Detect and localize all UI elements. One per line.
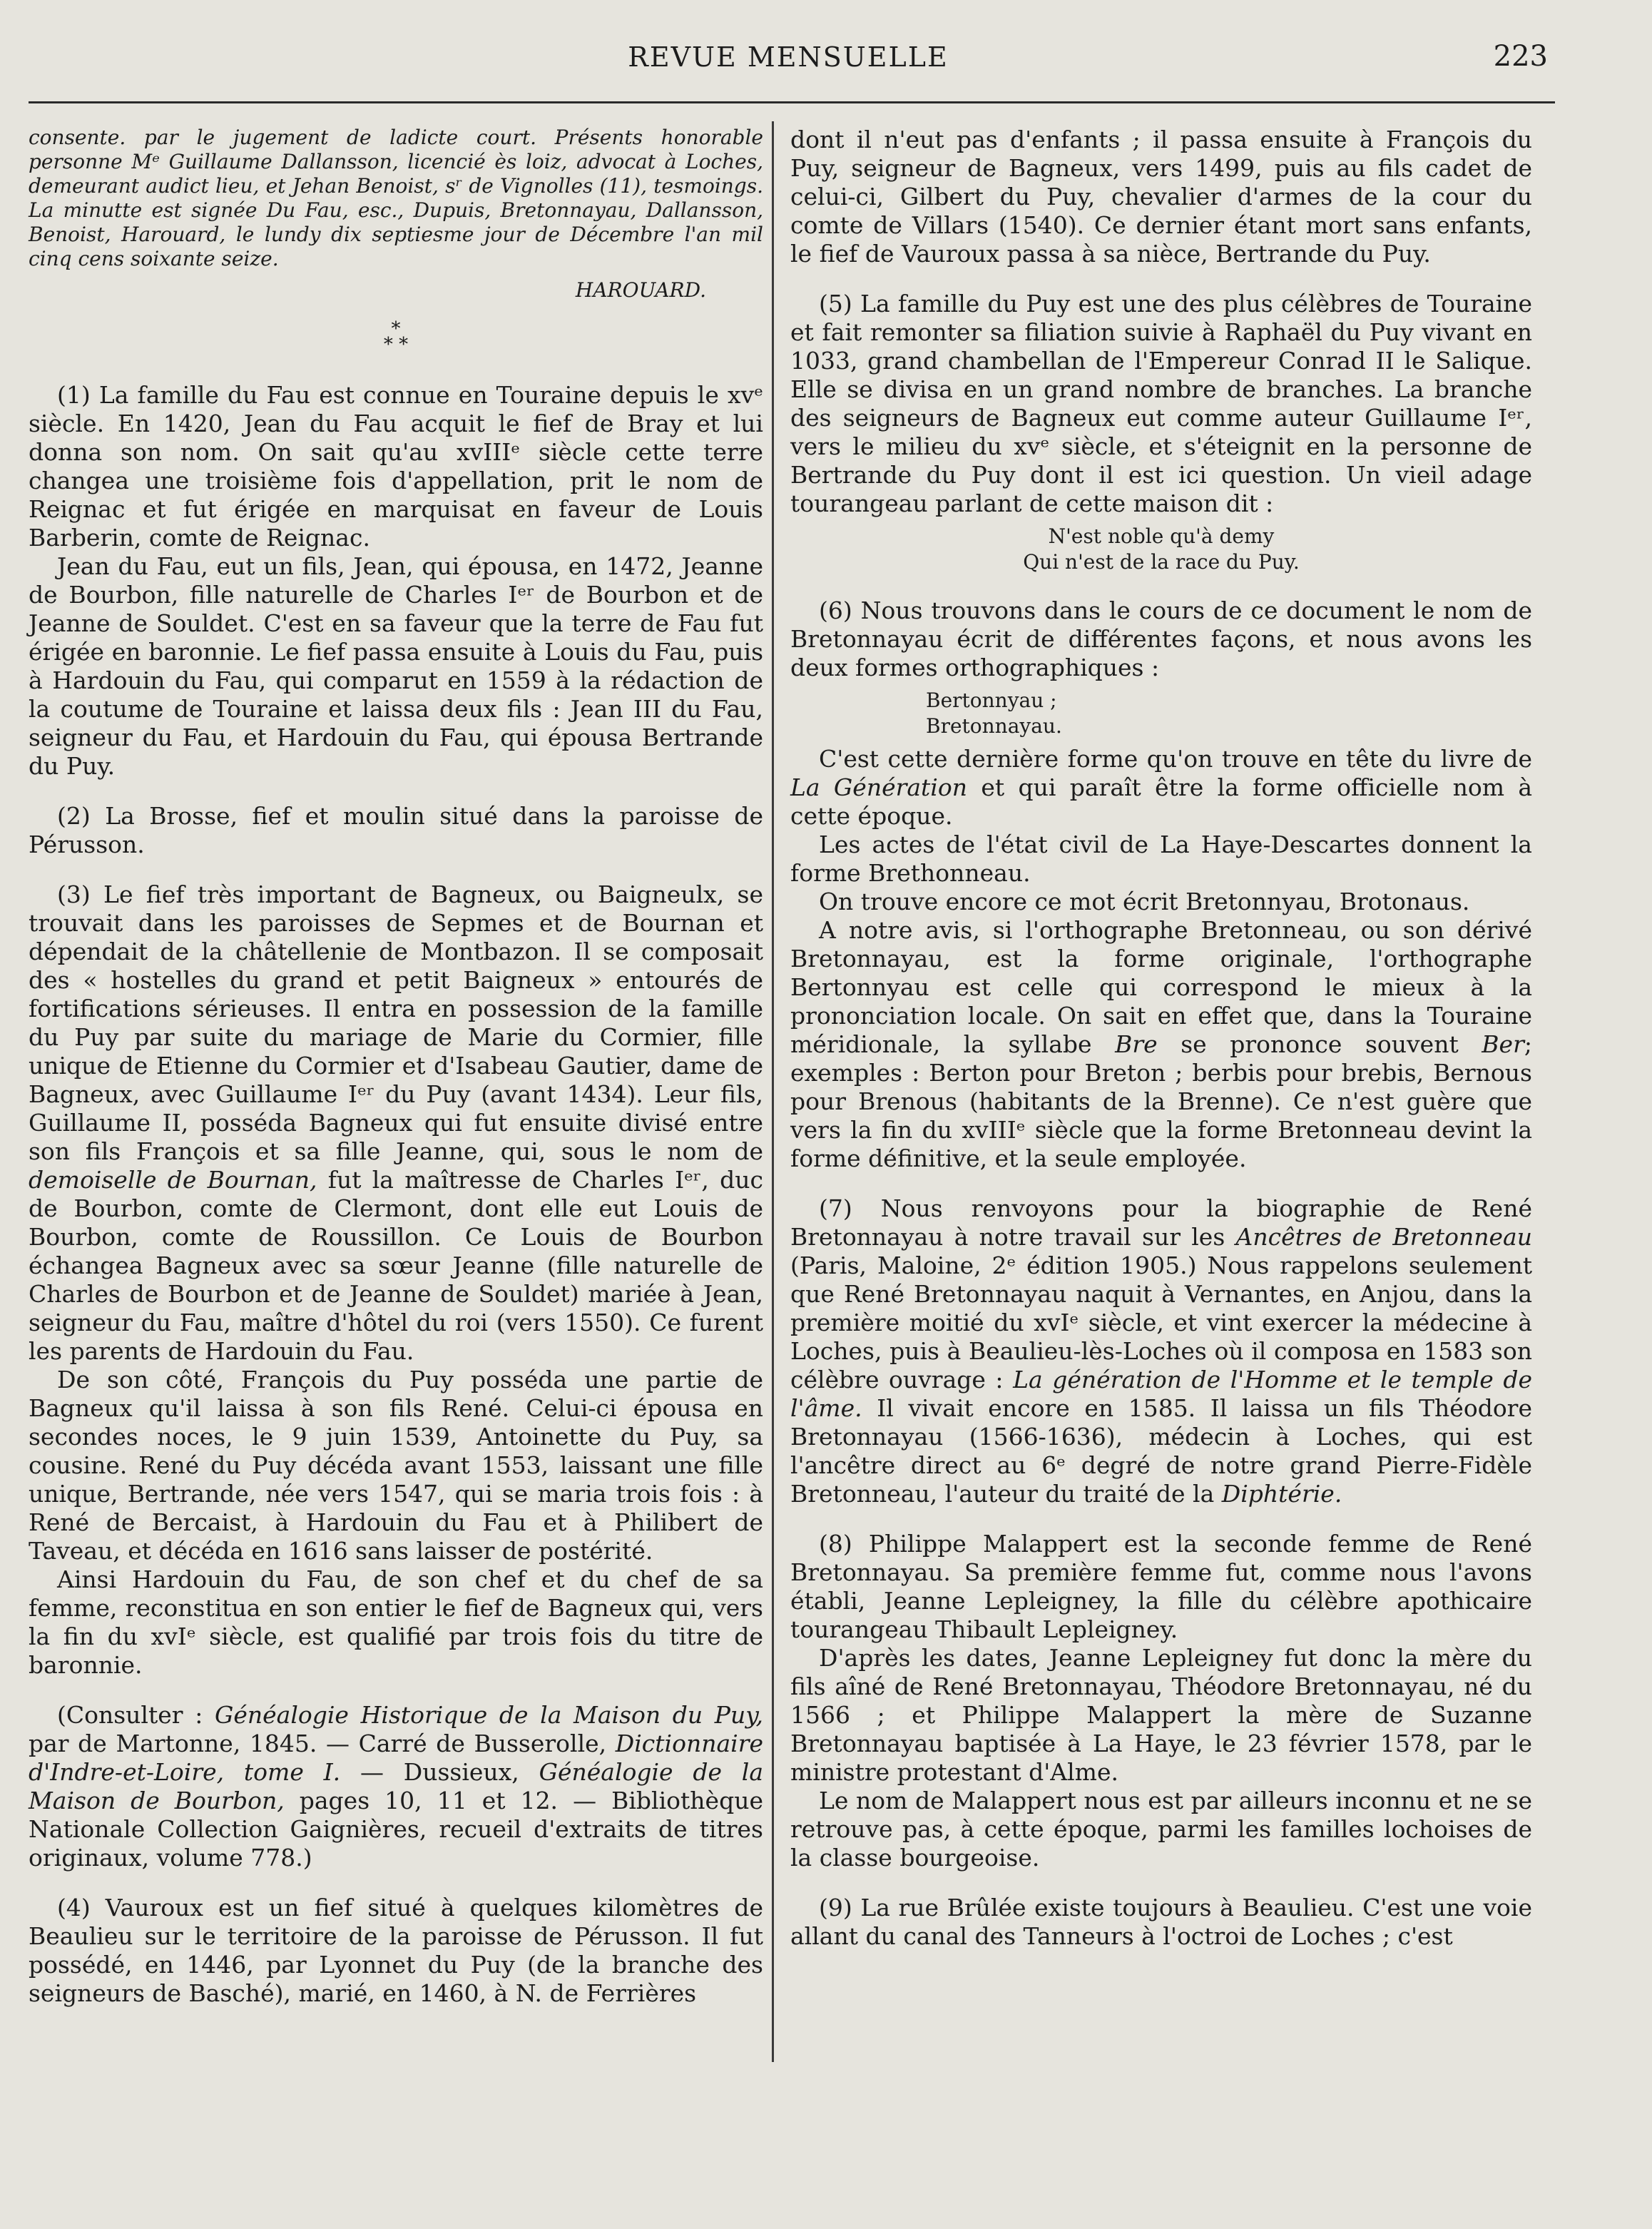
fn6-text-1: C'est cette dernière forme qu'on trouve en tête du livre de (819, 745, 1532, 773)
footnote-8-paragraph-3: Le nom de Malappert nous est par ailleurs inconnu et ne se retrouve pas, à cette époque, parmi les familles lochoises de la classe bourgeoise. (790, 1787, 1532, 1872)
fn7-text-3: Il vivait encore en 1585. Il laissa un fils Théodore Bretonnayau (1566-1636), médecin à Loches, qui est l'ancêtre direct au 6ᵉ degré de notre grand Pierre-Fidèle Bretonneau, l'auteur du traité de la (790, 1394, 1532, 1508)
page-number: 223 (1493, 40, 1548, 73)
adage-quote (790, 524, 1532, 575)
footnote-6: (6) Nous trouvons dans le cours de ce document le nom de Bretonnayau écrit de différentes façons, et nous avons les deux formes orthographiques : (790, 596, 1532, 681)
footnote-1: (1) La famille du Fau est connue en Touraine depuis le xvᵉ siècle. En 1420, Jean du Fau acquit le fief de Bray et lui donna son nom. On sait qu'au xvIIIᵉ siècle cette terre changea une troisième fois d'appellation, prit le nom de Reignac et fut érigée en marquisat en faveur de Louis Barberin, comte de Reignac. (29, 381, 763, 552)
footnote-6-paragraph-5 (790, 916, 1532, 1173)
footnote-9: (9) La rue Brûlée existe toujours à Beaulieu. C'est une voie allant du canal des Tanneurs à l'octroi de Loches ; c'est (790, 1894, 1532, 1950)
fn6-e-text-3: ; exemples : Berton pour Breton ; berbis pour brebis, Bernous pour Brenous (habitants de la Brenne). Ce n'est guère que vers la fin du xvIIIᵉ siècle que la forme Bretonneau devint la forme définitive, et la seule employée. (790, 1030, 1532, 1172)
footnote-3-text-a: (3) Le fief très important de Bagneux, ou Baigneulx, se trouvait dans les paroisses de Sepmes et de Bournan et dépendait de la châtellenie de Montbazon. Il se composait des « hostelles du grand et petit Baigneux » entourés de fortifications sérieuses. Il entra en possession de la famille du Puy par suite du mariage de Marie du Cormier, fille unique de Etienne du Cormier et d'Isabeau Gautier, dame de Bagneux, avec Guillaume Iᵉʳ du Puy (avant 1434). Leur fils, Guillaume II, posséda Bagneux qui fut ensuite divisé entre son fils François et sa fille Jeanne, qui, sous le nom de (29, 880, 763, 1165)
sources-title-1: Généalogie Historique de la Maison du Puy, (214, 1701, 764, 1729)
right-column (790, 126, 1532, 1951)
fn6-text-2: et qui paraît être la forme officielle nom à cette époque. (790, 773, 1532, 830)
footnote-4-continued: dont il n'eut pas d'enfants ; il passa ensuite à François du Puy, seigneur de Bagneux, vers 1499, puis au fils cadet de celui-ci, Gilbert du Puy, chevalier d'armes de la cour du comte de Villars (1540). Ce dernier étant mort sans enfants, le fief de Vauroux passa à sa nièce, Bertrande du Puy. (790, 126, 1532, 268)
footnote-6-paragraph-3: Les actes de l'état civil de La Haye-Descartes donnent la forme Brethonneau. (790, 831, 1532, 887)
footnote-2: (2) La Brosse, fief et moulin situé dans la paroisse de Pérusson. (29, 802, 763, 858)
running-header (29, 36, 1548, 86)
footnote-3-paragraph-2: De son côté, François du Puy posséda une partie de Bagneux qu'il laissa à son fils René. Celui-ci épousa en secondes noces, le 9 juin 1539, Antoinette du Puy, sa cousine. René du Puy décéda avant 1553, laissant une fille unique, Bertrande, née vers 1547, qui se maria trois fois : à René de Bercaist, à Hardouin du Fau et à Philibert de Taveau, et décéda en 1616 sans laisser de postérité. (29, 1366, 763, 1565)
fn6-title: La Génération (790, 773, 967, 801)
footnote-3-emphasis: demoiselle de Bournan, (29, 1166, 317, 1194)
sources-text-3: — Dussieux, (360, 1758, 519, 1786)
sources-text-1: (Consulter : (57, 1701, 203, 1729)
left-column (29, 126, 763, 2008)
fn6-e-text-1: A notre avis, si l'orthographe Bretonneau, ou son dérivé Bretonnayau, est la forme originale, l'orthographe Bertonnyau est celle qui correspond le mieux à la prononciation locale. On sait en effet que, dans la Touraine méridionale, la syllabe (790, 916, 1532, 1058)
fn7-text-1: (7) Nous renvoyons pour la biographie de René Bretonnayau à notre travail sur les (790, 1194, 1532, 1251)
adage-line-2: Qui n'est de la race du Puy. (1023, 550, 1300, 574)
fn7-title-2: La génération de l'Homme et le temple de l'âme. (790, 1366, 1532, 1422)
sources-title-2: Dictionnaire d'Indre-et-Loire, tome I. (29, 1730, 763, 1786)
asterism: * * * (383, 318, 409, 355)
footnote-8-paragraph-2: D'après les dates, Jeanne Lepleigney fut donc la mère du fils aîné de René Bretonnayau, Théodore Bretonnayau, né du 1566 ; et Philippe Malappert la mère de Suzanne Bretonnayau baptisée à La Haye, le 23 février 1578, par le ministre protestant d'Alme. (790, 1644, 1532, 1786)
journal-title: REVUE MENSUELLE (628, 41, 949, 73)
footnote-3-paragraph-3: Ainsi Hardouin du Fau, de son chef et du chef de sa femme, reconstitua en son entier le fief de Bagneux qui, vers la fin du xvIᵉ siècle, est qualifié par trois fois du titre de baronnie. (29, 1565, 763, 1679)
signature: HAROUARD. (575, 278, 706, 302)
sources-text-4: pages 10, 11 et 12. — Bibliothèque Nationale Collection Gaignières, recueil d'extraits de titres originaux, volume 778.) (29, 1787, 763, 1872)
footnote-8: (8) Philippe Malappert est la seconde femme de René Bretonnayau. Sa première femme fut, comme nous l'avons établi, Jeanne Lepleigney, la fille du célèbre apothicaire tourangeau Thibault Lepleigney. (790, 1530, 1532, 1643)
footnote-6-paragraph-2 (790, 745, 1532, 831)
fn7-text-2: (Paris, Maloine, 2ᵉ édition 1905.) Nous rappelons seulement que René Bretonnayau naquit à Vernantes, en Anjou, dans la première moitié du xvIᵉ siècle, et vint exercer la médecine à Loches, puis à Beaulieu-lès-Loches où il composa en 1583 son célèbre ouvrage : (790, 1251, 1532, 1393)
fn7-title-1: Ancêtres de Bretonneau (1235, 1223, 1532, 1251)
spelling-variants (790, 688, 1532, 739)
adage-line-1: N'est noble qu'à demy (1048, 524, 1275, 548)
fn7-title-3: Diphtérie. (1221, 1480, 1342, 1508)
footnote-1-continued: Jean du Fau, eut un fils, Jean, qui épousa, en 1472, Jeanne de Bourbon, fille naturelle de Charles Iᵉʳ de Bourbon et de Jeanne de Souldet. C'est en sa faveur que la terre de Fau fut érigée en baronnie. Le fief passa ensuite à Louis du Fau, puis à Hardouin du Fau, qui comparut en 1559 à la rédaction de la coutume de Touraine et laissa deux fils : Jean III du Fau, seigneur du Fau, et Hardouin du Fau, qui épousa Bertrande du Puy. (29, 552, 763, 780)
fn6-e-em-1: Bre (1115, 1030, 1158, 1058)
deed-excerpt: consente. par le jugement de ladicte court. Présents honorable personne Mᵉ Guillaume Dallansson, licencié ès loiz, advocat à Loches, demeurant audict lieu, et Jehan Benoist, sʳ de Vignolles (11), tesmoings. La minutte est signée Du Fau, esc., Dupuis, Bretonnayau, Dallansson, Benoist, Harouard, le lundy dix septiesme jour de Décembre l'an mil cinq cens soixante seize. (29, 126, 763, 270)
variant-2: Bretonnayau. (926, 714, 1062, 738)
footnote-6-paragraph-4: On trouve encore ce mot écrit Bretonnyau, Brotonaus. (819, 888, 1470, 915)
sources-text-2: par de Martonne, 1845. — Carré de Busserolle, (29, 1730, 607, 1757)
footnote-4: (4) Vauroux est un fief situé à quelques kilomètres de Beaulieu sur le territoire de la paroisse de Pérusson. Il fut possédé, en 1446, par Lyonnet du Puy (de la branche des seigneurs de Basché), marié, en 1460, à N. de Ferrières (29, 1894, 763, 2007)
footnote-3-text-b: fut la maîtresse de Charles Iᵉʳ, duc de Bourbon, comte de Clermont, dont elle eut Louis de Bourbon, comte de Roussillon. Ce Louis de Bourbon échangea Bagneux avec sa sœur Jeanne (fille naturelle de Charles de Bourbon et de Jeanne de Souldet) mariée à Jean, seigneur du Fau, maître d'hôtel du roi (vers 1550). Ce furent les parents de Hardouin du Fau. (29, 1166, 763, 1365)
column-divider (772, 121, 774, 2062)
sources-title-3: Généalogie de la Maison de Bourbon, (29, 1758, 764, 1814)
footnote-5: (5) La famille du Puy est une des plus célèbres de Touraine et fait remonter sa filiation suivie à Raphaël du Puy vivant en 1033, grand chambellan de l'Empereur Conrad II le Salique. Elle se divisa en un grand nombre de branches. La branche des seigneurs de Bagneux eut comme auteur Guillaume Iᵉʳ, vers le milieu du xvᵉ siècle, et s'éteignit en la personne de Bertrande du Puy dont il est ici question. Un vieil adage tourangeau parlant de cette maison dit : (790, 290, 1532, 517)
footnote-3 (29, 880, 763, 1366)
fn6-e-text-2: se prononce souvent (1181, 1030, 1459, 1058)
variant-1: Bertonnyau ; (926, 689, 1057, 712)
footnote-7 (790, 1194, 1532, 1508)
footnote-3-sources (29, 1701, 763, 1872)
fn6-e-em-2: Ber (1482, 1030, 1524, 1058)
header-rule (29, 101, 1555, 103)
